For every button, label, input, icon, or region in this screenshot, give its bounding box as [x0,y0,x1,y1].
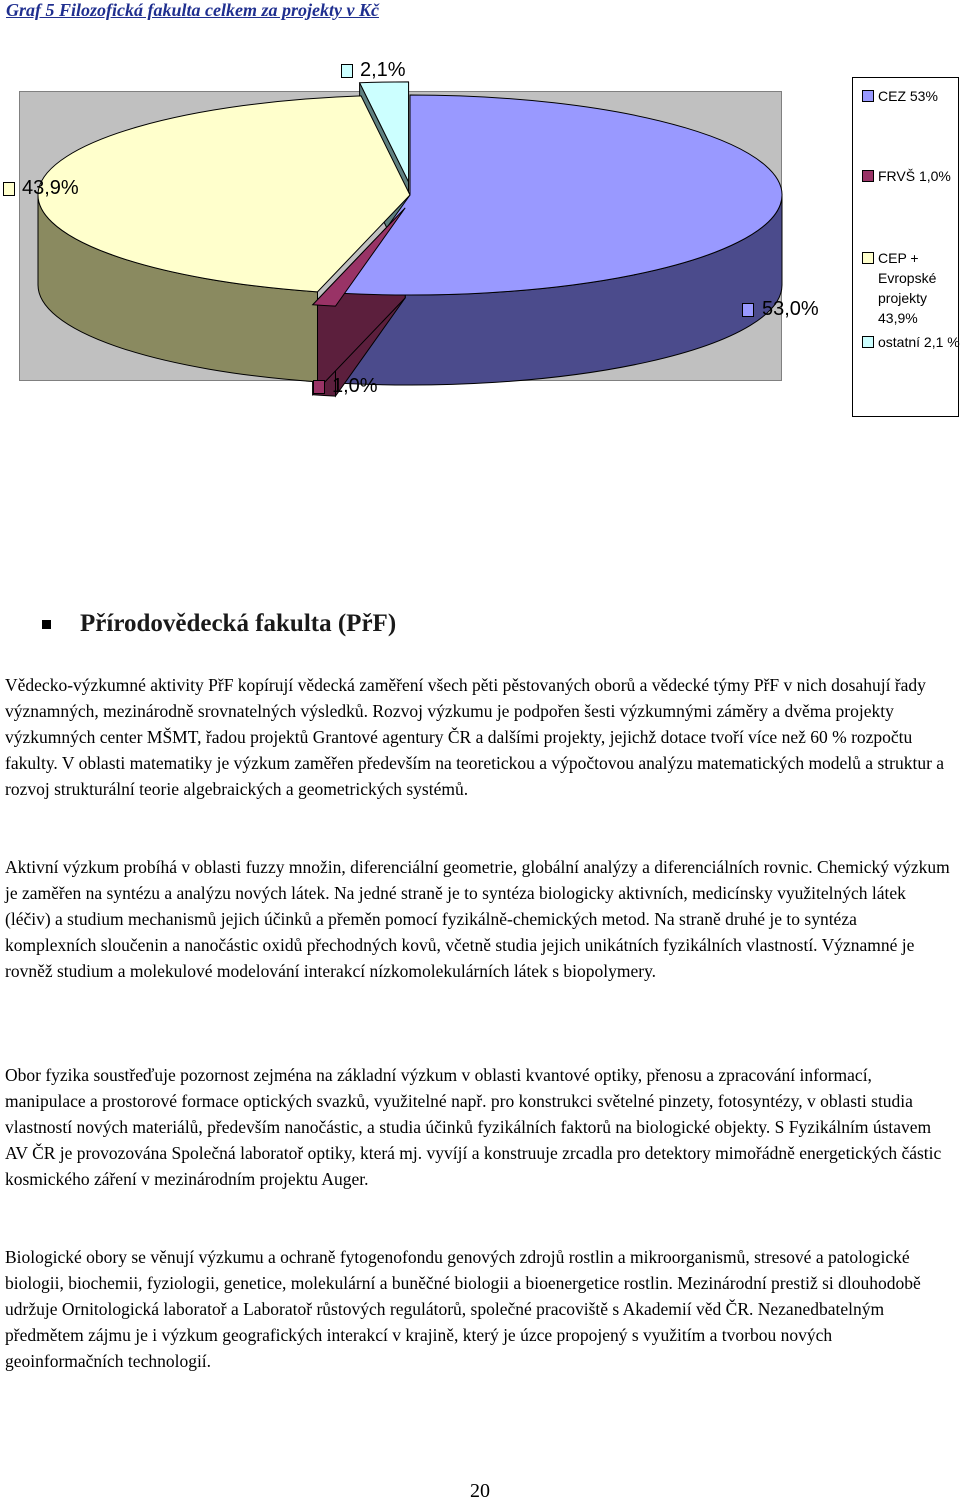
section-heading [42,610,396,638]
legend-label-cep: CEP + Evropské projekty 43,9% [878,250,937,326]
pie-chart [0,0,960,420]
label-marker-cep [3,182,15,196]
chart-legend [852,77,959,417]
slice-label-frvs: 1,0% [332,375,378,397]
paragraph-2: Aktivní výzkum probíhá v oblasti fuzzy množin, diferenciální geometrie, globální analýzy a diferenciálních rovnic. Chemický výzkum je zaměřen na syntézu a analýzu nových látek. Na jedné straně je to syntéza biologicky aktivních, medicínsky využitelných látek (léčiv) a studium mechanismů jejich účinků a přeměn pomocí fyzikálně-chemických metod. Na straně druhé je to syntéza komplexních sloučenin a nanočástic oxidů přechodných kovů, včetně studia jejich unikátních fyzikálních vlastností. Významné je rovněž studium a molekulové modelování interakcí nízkomolekulárních látek s biopolymery. [5,857,950,981]
legend-swatch-frvs [862,170,874,182]
legend-swatch-cez [862,90,874,102]
label-marker-frvs [313,380,325,394]
label-marker-ostatni [341,64,353,78]
paragraph-4: Biologické obory se věnují výzkumu a ochraně fytogenofondu genových zdrojů rostlin a mikroorganismů, stresové a patologické biologii, biochemii, fyziologii, genetice, molekulární a buněčné biologii a bioenergetice rostlin. Mezinárodní prestiž si dlouhodobě udržuje Ornitologická laboratoř a Laboratoř růstových regulátorů, společné pracoviště s Akademií věd ČR. Nezanedbatelným předmětem zájmu je i výzkum geografických interakcí v krajině, který je úzce propojený s využitím a tvorbou nových geoinformačních technologií. [5,1247,921,1371]
legend-label-ostatni: ostatní 2,1 % [878,334,960,350]
legend-swatch-cep [862,252,874,264]
slice-label-cez: 53,0% [762,298,819,320]
paragraph-3: Obor fyzika soustřeďuje pozornost zejména na základní výzkum v oblasti kvantové optiky, přenosu a zpracování informací, manipulace a prostorové formace optických svazků, využitelné např. pro konstrukci světelné pinzety, fotosyntézy, v oblasti studia vlastností nových materiálů, především nanočástic, a studia účinků fyzikálních faktorů na biologické objekty. S Fyzikálním ústavem AV ČR je provozována Společná laboratoř optiky, která mj. vyvíjí a konstruuje zrcadla pro detektory mimořádně energetických částic kosmického záření v mezinárodním projektu Auger. [5,1065,942,1189]
slice-label-cep: 43,9% [22,177,79,199]
legend-swatch-ostatni [862,336,874,348]
paragraph-1: Vědecko-výzkumné aktivity PřF kopírují vědecká zaměření všech pěti pěstovaných oborů a vědecké týmy PřF v nich dosahují řady významných, mezinárodně srovnatelných výsledků. Rozvoj výzkumu je podpořen šesti výzkumnými záměry a dvěma projekty výzkumných center MŠMT, řadou projektů Grantové agentury ČR a dalšími projekty, jejichž dotace tvoří více než 60 % rozpočtu fakulty. V oblasti matematiky je výzkum zaměřen především na teoretickou a výpočtovou analýzu matematických modelů a struktur a rozvoj strukturální teorie algebraických a geometrických systémů. [5,675,945,799]
legend-label-frvs: FRVŠ 1,0% [878,168,951,184]
section-heading-text: Přírodovědecká fakulta (PřF) [80,610,397,637]
label-marker-cez [742,303,754,317]
figure-caption: Graf 5 Filozofická fakulta celkem za projekty v Kč [6,0,379,20]
slice-label-ostatni: 2,1% [360,59,406,81]
legend-label-cez: CEZ 53% [878,88,938,104]
page-number: 20 [470,1480,490,1502]
